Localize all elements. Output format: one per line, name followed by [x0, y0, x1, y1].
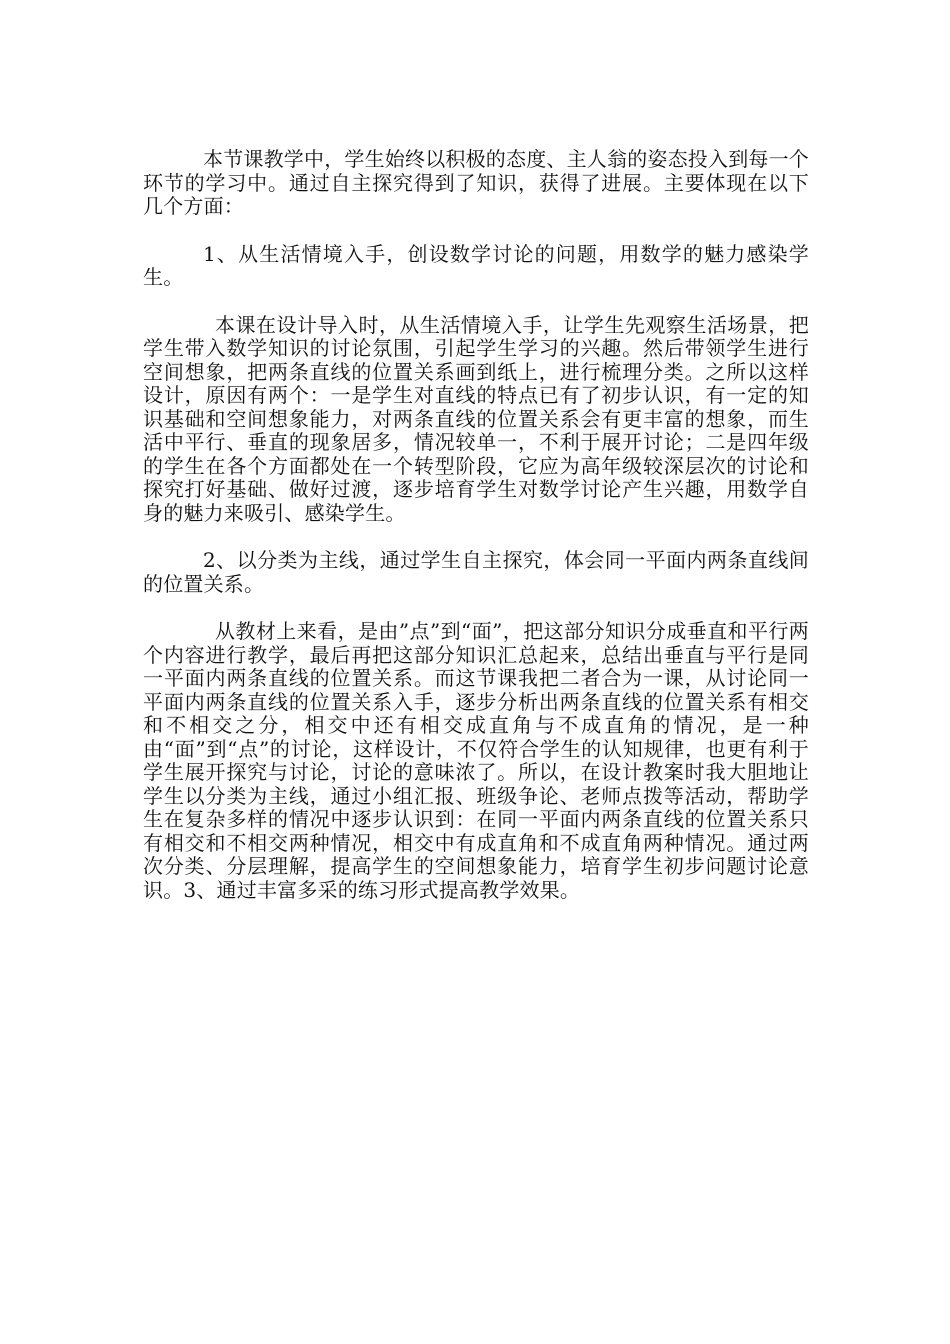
section-body-2: 从教材上来看，是由”点”到“面”，把这部分知识分成垂直和平行两个内容进行教学，最后再把这部分知识汇总起来，总结出垂直与平行是同一平面内两条直线的位置关系。而这节课我把二者合为一课，从讨论同一平面内两条直线的位置关系入手，逐步分析出两条直线的位置关系有相交和不相交之分，相交中还有相交成直角与不成直角的情况，是一种由“面”到“点”的讨论，这样设计，不仅符合学生的认知规律，也更有利于学生展开探究与讨论，讨论的意味浓了。所以，在设计教案时我大胆地让学生以分类为主线，通过小组汇报、班级争论、老师点拨等活动，帮助学生在复杂多样的情况中逐步认识到：在同一平面内两条直线的位置关系只有相交和不相交两种情况，相交中有成直角和不成直角两种情况。通过两次分类、分层理解，提高学生的空间想象能力，培育学生初步问题讨论意识。3、通过丰富多采的练习形式提高教学效果。 — [143, 619, 809, 902]
intro-paragraph: 本节课教学中，学生始终以积极的态度、主人翁的姿态投入到每一个环节的学习中。通过自主探究得到了知识，获得了进展。主要体现在以下几个方面： — [143, 147, 809, 218]
document-body — [143, 148, 809, 902]
section-body-1: 本课在设计导入时，从生活情境入手，让学生先观察生活场景，把学生带入数学知识的讨论氛围，引起学生学习的兴趣。然后带领学生进行空间想象，把两条直线的位置关系画到纸上，进行梳理分类。之所以这样设计，原因有两个：一是学生对直线的特点已有了初步认识，有一定的知识基础和空间想象能力，对两条直线的位置关系会有更丰富的想象，而生活中平行、垂直的现象居多，情况较单一，不利于展开讨论；二是四年级的学生在各个方面都处在一个转型阶段，它应为高年级较深层次的讨论和探究打好基础、做好过渡，逐步培育学生对数学讨论产生兴趣，用数学自身的魅力来吸引、感染学生。 — [143, 312, 809, 525]
section-heading-1: 1、从生活情境入手，创设数学讨论的问题，用数学的魅力感染学生。 — [143, 241, 809, 289]
section-heading-2: 2、以分类为主线，通过学生自主探究，体会同一平面内两条直线间的位置关系。 — [143, 548, 809, 596]
